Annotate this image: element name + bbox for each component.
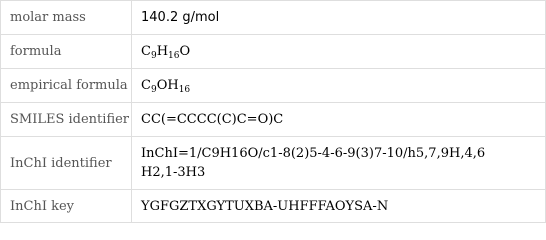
table-row [1,190,546,223]
row-label: InChI key [1,190,132,223]
table-row [1,69,546,103]
row-label: formula [1,35,132,69]
table-row [1,1,546,35]
table-row [1,35,546,69]
inchi-key-value: YGFGZTXGYTUXBA-UHFFFAOYSA-N [132,190,546,223]
inchi-value: InChI=1/C9H16O/c1-8(2)5-4-6-9(3)7-10/h5,7,9H,4,6 H2,1-3H3 [132,137,546,190]
row-label: molar mass [1,1,132,35]
row-label: empirical formula [1,69,132,103]
row-label: InChI identifier [1,137,132,190]
table-row [1,137,546,190]
row-label: SMILES identifier [1,103,132,137]
smiles-value: CC(=CCCC(C)C=O)C [132,103,546,137]
formula-value: $C_9H_{16}O$ [132,35,546,69]
empirical-formula-value: $C_9OH_{16}$ [132,69,546,103]
molar-mass-value: 140.2 g/mol [132,1,546,35]
table-row [1,103,546,137]
